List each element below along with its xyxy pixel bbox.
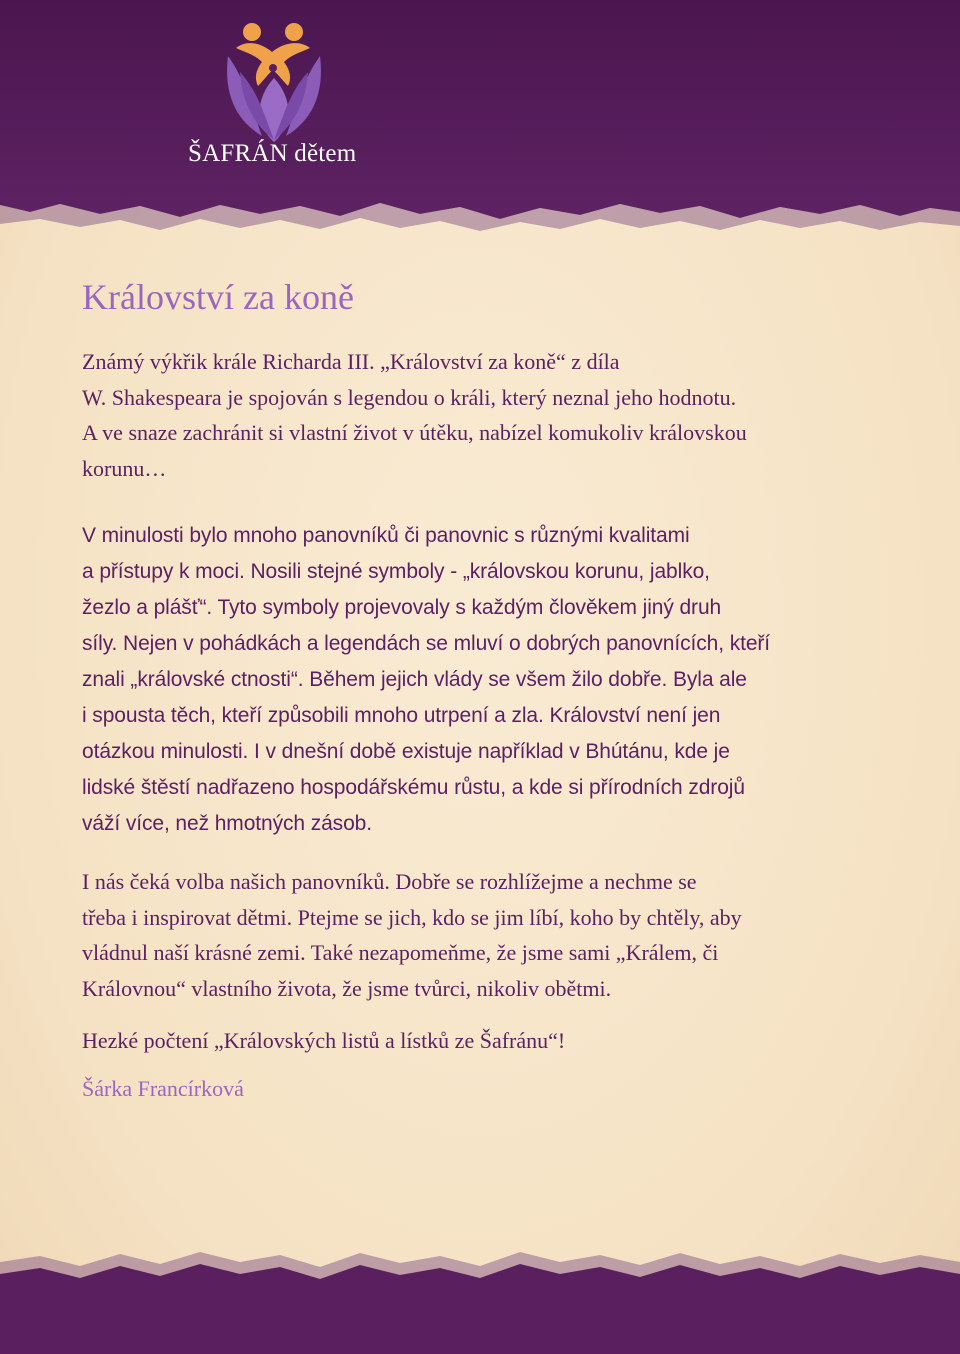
body-line: lidské štěstí nadřazeno hospodářskému růstu, a kde si přírodních zdrojů xyxy=(82,776,745,799)
body-line: V minulosti bylo mnoho panovníků či panovnic s různými kvalitami xyxy=(82,524,690,547)
body-line: žezlo a plášť“. Tyto symboly projevovaly s každým člověkem jiný druh xyxy=(82,596,722,619)
intro-line: Známý výkřik krále Richarda III. „Království za koně“ z díla xyxy=(82,349,620,374)
choice-paragraph xyxy=(82,864,882,1006)
body-line: otázkou minulosti. I v dnešní době existuje například v Bhútánu, kde je xyxy=(82,740,730,763)
intro-line: korunu… xyxy=(82,455,167,481)
choice-line: třeba i inspirovat dětmi. Ptejme se jich, kdo se jim líbí, koho by chtěly, aby xyxy=(82,904,742,930)
logo-text: ŠAFRÁN dětem xyxy=(188,140,357,167)
intro-paragraph xyxy=(82,344,882,486)
choice-line: vládnul naší krásné zemi. Také nezapomeňme, že jsme sami „Králem, či xyxy=(82,940,719,965)
choice-line: Královnou“ vlastního života, že jsme tvůrci, nikoliv obětmi. xyxy=(82,975,612,1001)
body-line: a přístupy k moci. Nosili stejné symboly - „královskou korunu, jablko, xyxy=(82,560,710,583)
intro-line: A ve snaze zachránit si vlastní život v útěku, nabízel komukoliv královskou xyxy=(82,420,747,445)
footer-band xyxy=(0,1240,960,1354)
body-line: i spousta těch, kteří způsobili mnoho utrpení a zla. Království není jen xyxy=(82,704,721,727)
body-line: znali „královské ctnosti“. Během jejich vlády se všem žilo dobře. Byla ale xyxy=(82,668,747,691)
body-line: váží více, než hmotných zásob. xyxy=(82,812,372,835)
closing-line: Hezké počtení „Královských listů a lístků ze Šafránu“! xyxy=(82,1028,566,1053)
author-signature: Šárka Francírková xyxy=(82,1076,244,1101)
child-figure-icon xyxy=(243,23,261,41)
body-line: síly. Nejen v pohádkách a legendách se mluví o dobrých panovnících, kteří xyxy=(82,632,771,655)
choice-line: I nás čeká volba našich panovníků. Dobře se rozhlížejme a nechme se xyxy=(82,869,697,894)
body-paragraph xyxy=(82,518,882,842)
intro-line: W. Shakespeara je spojován s legendou o králi, který neznal jeho hodnotu. xyxy=(82,384,737,410)
header-band xyxy=(0,0,960,240)
article xyxy=(82,276,882,1102)
page-title: Království za koně xyxy=(82,277,354,317)
